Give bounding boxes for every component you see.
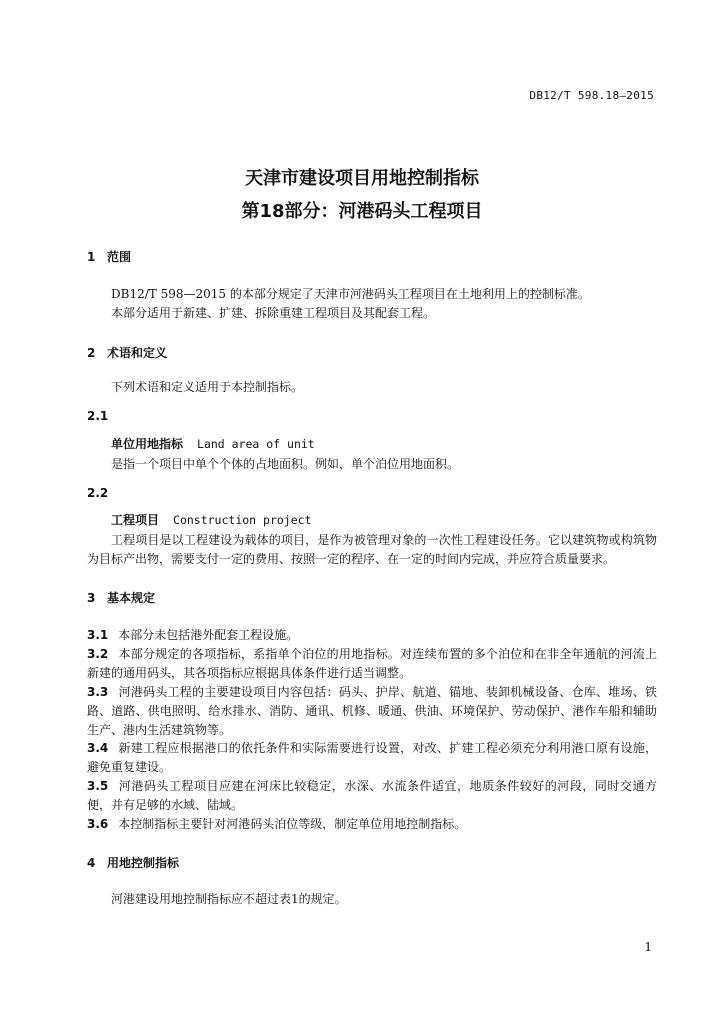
clause-text: 本部分未包括港外配套工程设施。 — [118, 628, 299, 642]
term-number: 2.2 — [87, 486, 109, 500]
term-entry — [111, 435, 315, 455]
section-number: 3 — [87, 591, 96, 605]
clause-number: 3.2 — [87, 647, 109, 661]
section-number: 4 — [87, 856, 96, 870]
page-number: 1 — [644, 940, 652, 954]
term-definition: 是指一个项目中单个个体的占地面积。例如，单个泊位用地面积。 — [111, 457, 460, 471]
document-title-line1: 天津市建设项目用地控制指标 — [245, 168, 479, 189]
scope-paragraph-1: DB12/T 598—2015 的本部分规定了天津市河港码头工程项目在土地利用上的控制标准。 — [111, 287, 590, 301]
clause-text: 本控制指标主要针对河港码头泊位等级，制定单位用地控制指标。 — [118, 817, 467, 831]
clause-number: 3.1 — [87, 628, 109, 642]
clause-number: 3.6 — [87, 817, 109, 831]
document-title-line2: 第18部分：河港码头工程项目 — [241, 201, 483, 222]
term-english: Land area of unit — [197, 437, 315, 451]
clause-number: 3.5 — [87, 779, 109, 793]
clause — [87, 739, 657, 777]
clause-text: 本部分规定的各项指标，系指单个泊位的用地指标。对连续布置的多个泊位和在非全年通航的河流上新建的通用码头，其各项指标应根据具体条件进行适当调整。 — [87, 647, 657, 680]
section-number: 1 — [87, 250, 96, 264]
clause — [87, 626, 657, 645]
clause — [87, 683, 657, 740]
term-entry — [111, 511, 312, 531]
section-title: 范围 — [107, 250, 132, 264]
clause-text: 河港码头工程项目应建在河床比较稳定，水深、水流条件适宜，地质条件较好的河段，同时交通方便，并有足够的水域、陆域。 — [87, 779, 657, 812]
term-chinese: 工程项目 — [111, 513, 160, 527]
section-heading-terms — [87, 344, 167, 361]
section-heading-basic-rules — [87, 589, 155, 606]
standard-code: DB12/T 598.18—2015 — [529, 89, 654, 102]
clause-text: 新建工程应根据港口的依托条件和实际需要进行设置，对改、扩建工程必须充分利用港口原有设施，避免重复建设。 — [87, 741, 657, 774]
term-english: Construction project — [173, 513, 312, 527]
section-heading-land-control — [87, 854, 179, 871]
term-definition: 工程项目是以工程建设为载体的项目，是作为被管理对象的一次性工程建设任务。它以建筑物或构筑物为目标产出物，需要支付一定的费用、按照一定的程序、在一定的时间内完成，并应符合质量要求。 — [87, 533, 657, 566]
term-number: 2.1 — [87, 409, 109, 423]
section-title: 用地控制指标 — [107, 856, 180, 870]
section-title: 基本规定 — [107, 591, 156, 605]
land-control-paragraph: 河港建设用地控制指标应不超过表1的规定。 — [111, 892, 347, 906]
terms-intro: 下列术语和定义适用于本控制指标。 — [111, 380, 304, 394]
section-heading-scope — [87, 248, 131, 265]
clause-number: 3.3 — [87, 685, 109, 699]
section-number: 2 — [87, 346, 96, 360]
clause — [87, 815, 657, 834]
clause — [87, 645, 657, 683]
term-chinese: 单位用地指标 — [111, 437, 184, 451]
scope-paragraph-2: 本部分适用于新建、扩建、拆除重建工程项目及其配套工程。 — [111, 306, 436, 320]
clause-number: 3.4 — [87, 741, 109, 755]
clause — [87, 777, 657, 815]
section-title: 术语和定义 — [107, 346, 168, 360]
clause-text: 河港码头工程的主要建设项目内容包括：码头、护岸、航道、锚地、装卸机械设备、仓库、堆场、铁路、道路、供电照明、给水排水、消防、通讯、机修、暖通、供油、环境保护、劳动保护、港作车船和辅助生产、港内生活建筑物等。 — [87, 685, 657, 737]
